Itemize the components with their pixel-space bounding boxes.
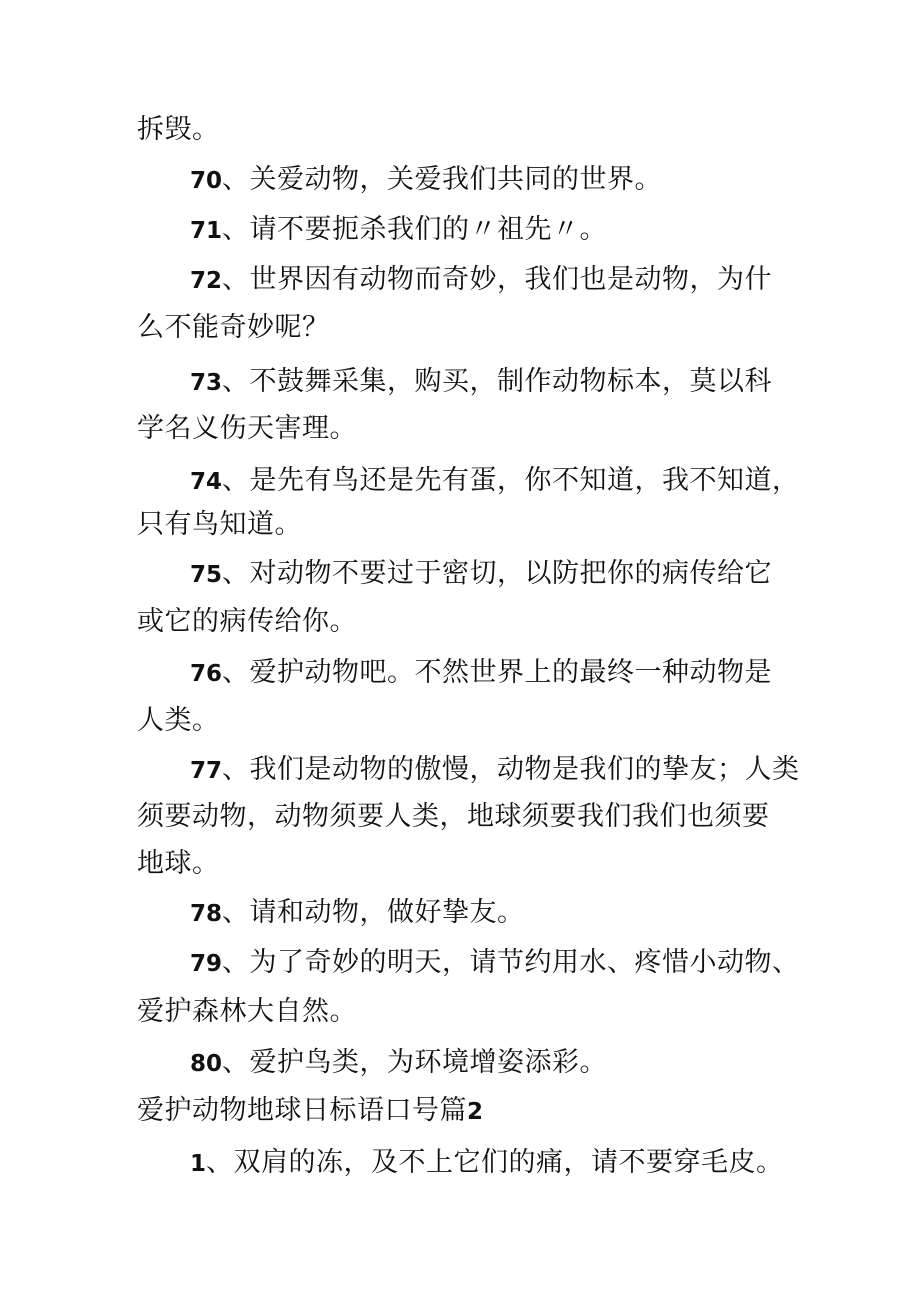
text-line: 只有鸟知道。 bbox=[137, 509, 302, 540]
item-number: 71 bbox=[190, 218, 223, 244]
list-item-70: 70、关爱动物，关爱我们共同的世界。 bbox=[190, 164, 663, 195]
text-line: 或它的病传给你。 bbox=[137, 606, 357, 637]
item-number: 75 bbox=[190, 562, 223, 588]
text-line: 拆毁。 bbox=[137, 114, 220, 145]
list-item-75: 75、对动物不要过于密切，以防把你的病传给它 bbox=[190, 558, 773, 589]
list-item-77: 77、我们是动物的傲慢，动物是我们的挚友；人类 bbox=[190, 754, 800, 785]
item-number: 76 bbox=[190, 661, 223, 687]
section-number: 2 bbox=[467, 1099, 484, 1125]
item-number: 73 bbox=[190, 370, 223, 396]
text-line: 么不能奇妙呢？ bbox=[137, 312, 330, 343]
text-line: 爱护森林大自然。 bbox=[137, 996, 357, 1027]
list-item-80: 80、爱护鸟类，为环境增姿添彩。 bbox=[190, 1047, 608, 1078]
text-line: 人类。 bbox=[137, 705, 220, 736]
text-line: 须要动物，动物须要人类，地球须要我们我们也须要 bbox=[137, 801, 770, 832]
item-number: 77 bbox=[190, 758, 223, 784]
list-item-79: 79、为了奇妙的明天，请节约用水、疼惜小动物、 bbox=[190, 947, 800, 978]
list-item-76: 76、爱护动物吧。不然世界上的最终一种动物是 bbox=[190, 657, 773, 688]
item-number: 72 bbox=[190, 268, 223, 294]
item-number: 74 bbox=[190, 469, 223, 495]
list-item-72: 72、世界因有动物而奇妙，我们也是动物，为什 bbox=[190, 264, 773, 295]
list-item-74: 74、是先有鸟还是先有蛋，你不知道，我不知道， bbox=[190, 465, 800, 496]
item-number: 70 bbox=[190, 168, 223, 194]
list-item-73: 73、不鼓舞采集，购买，制作动物标本，莫以科 bbox=[190, 366, 773, 397]
text-line: 学名义伤天害理。 bbox=[137, 413, 357, 444]
list-item-78: 78、请和动物，做好挚友。 bbox=[190, 897, 525, 928]
item-number: 1 bbox=[190, 1151, 207, 1177]
list-item-1: 1、双肩的冻，及不上它们的痛，请不要穿毛皮。 bbox=[190, 1147, 784, 1178]
item-number: 80 bbox=[190, 1051, 223, 1077]
section-heading: 爱护动物地球日标语口号篇2 bbox=[137, 1095, 484, 1126]
item-number: 78 bbox=[190, 901, 223, 927]
text-line: 地球。 bbox=[137, 848, 220, 879]
list-item-71: 71、请不要扼杀我们的〃祖先〃。 bbox=[190, 214, 608, 245]
item-number: 79 bbox=[190, 951, 223, 977]
